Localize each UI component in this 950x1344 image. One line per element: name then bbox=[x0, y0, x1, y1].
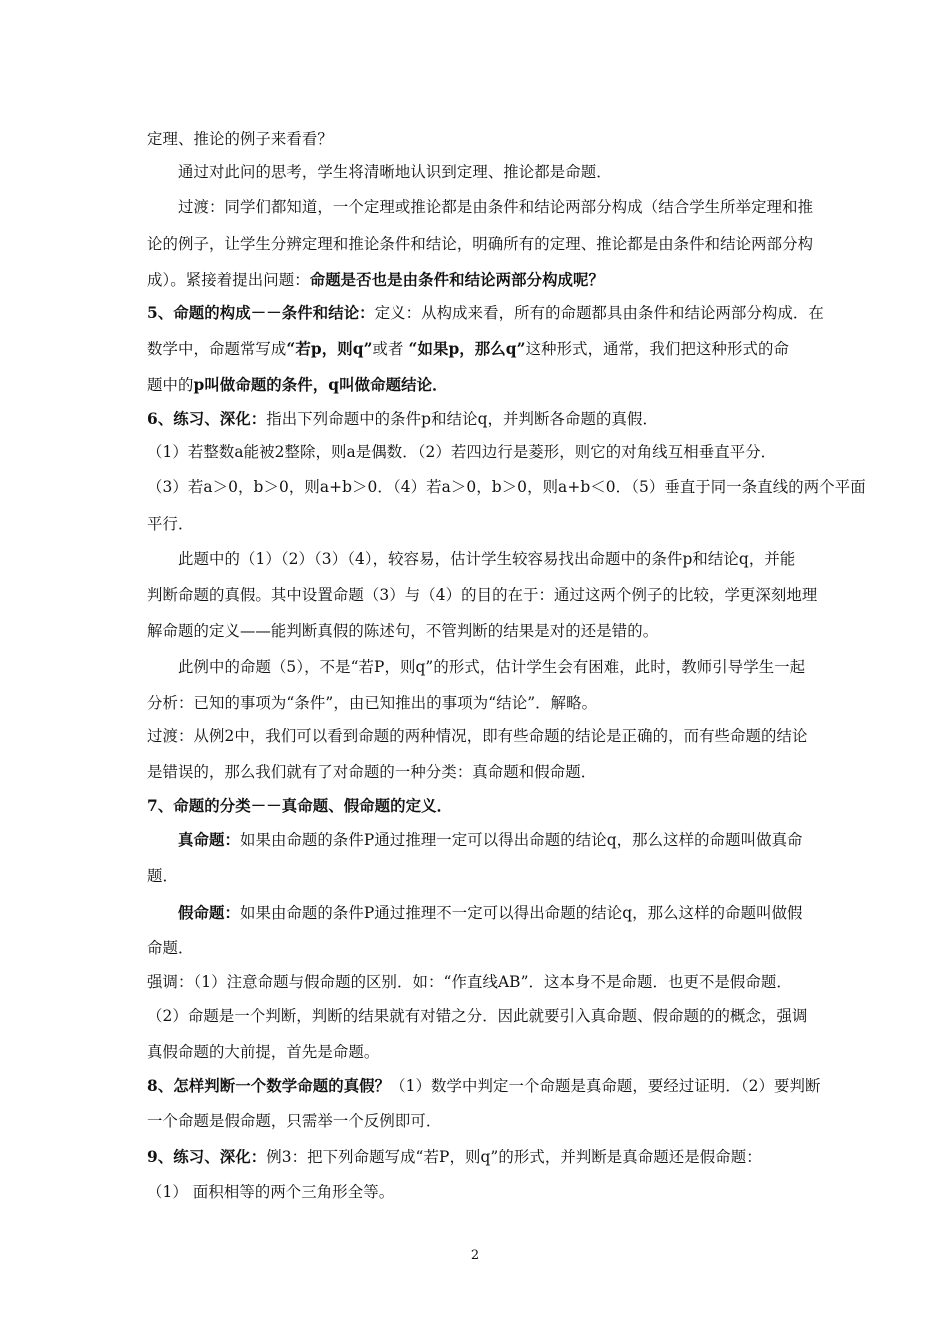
text-line bbox=[147, 1075, 850, 1097]
text-segment: （1）数学中判定一个命题是真命题，要经过证明．（2）要判断 bbox=[390, 1077, 821, 1095]
text-segment: （3）若a＞0，b＞0，则a+b＞0．（4）若a＞0，b＞0，则a+b＜0．（5）垂直于同一条直线的两个平面 bbox=[147, 478, 866, 496]
text-segment: （2）命题是一个判断，判断的结果就有对错之分．因此就要引入真命题、假命题的的概念，强调 bbox=[147, 1007, 808, 1025]
text-line bbox=[147, 1005, 850, 1027]
text-segment: 这种形式，通常，我们把这种形式的命 bbox=[525, 340, 789, 358]
text-segment: 如果由命题的条件P通过推理一定可以得出命题的结论q，那么这样的命题叫做真命 bbox=[239, 831, 803, 849]
text-segment: 命题． bbox=[147, 939, 194, 957]
text-line bbox=[147, 1181, 850, 1203]
text-segment: 此例中的命题（5），不是“若P，则q”的形式，估计学生会有困难，此时，教师引导学生一起 bbox=[178, 658, 806, 676]
text-line bbox=[178, 902, 850, 924]
text-line bbox=[147, 761, 850, 783]
text-line bbox=[147, 937, 850, 959]
text-line bbox=[147, 725, 850, 747]
text-line bbox=[147, 865, 850, 887]
text-segment: 解命题的定义——能判断真假的陈述句，不管判断的结果是对的还是错的。 bbox=[147, 622, 659, 640]
bold-text-segment: 5、命题的构成－－条件和结论： bbox=[147, 304, 375, 322]
text-segment: （1）若整数a能被2整除，则a是偶数．（2）若四边行是菱形，则它的对角线互相垂直平分． bbox=[147, 443, 777, 461]
text-segment: 或者 bbox=[372, 340, 409, 358]
text-line bbox=[147, 441, 850, 463]
bold-text-segment: 8、怎样判断一个数学命题的真假？ bbox=[147, 1077, 391, 1095]
bold-text-segment: 6、练习、深化： bbox=[147, 410, 267, 428]
text-segment: 真假命题的大前提，首先是命题。 bbox=[147, 1043, 380, 1061]
text-segment: 强调：（1）注意命题与假命题的区别．如：“作直线AB”．这本身不是命题．也更不是假命题． bbox=[147, 973, 792, 991]
text-segment: 题． bbox=[147, 867, 178, 885]
text-segment: 分析：已知的事项为“条件”，由已知推出的事项为“结论”．解略。 bbox=[147, 694, 598, 712]
text-segment: 平行． bbox=[147, 515, 194, 533]
text-line bbox=[147, 476, 866, 498]
text-segment: 论的例子，让学生分辨定理和推论条件和结论，明确所有的定理、推论都是由条件和结论两部分构 bbox=[147, 235, 814, 253]
text-line bbox=[178, 161, 850, 183]
text-segment: 如果由命题的条件P通过推理不一定可以得出命题的结论q，那么这样的命题叫做假 bbox=[239, 904, 803, 922]
text-line bbox=[147, 795, 850, 817]
bold-text-segment: 真命题： bbox=[178, 831, 240, 849]
text-segment: 通过对此问的思考，学生将清晰地认识到定理、推论都是命题． bbox=[178, 163, 612, 181]
text-line bbox=[147, 971, 850, 993]
text-line bbox=[178, 829, 850, 851]
bold-text-segment: 命题是否也是由条件和结论两部分构成呢？ bbox=[309, 271, 605, 289]
text-segment: 数学中，命题常写成 bbox=[147, 340, 287, 358]
text-line bbox=[147, 269, 850, 291]
text-line bbox=[178, 656, 850, 678]
text-segment: 定理、推论的例子来看看？ bbox=[147, 130, 333, 148]
text-line bbox=[147, 1110, 850, 1132]
text-line bbox=[178, 548, 850, 570]
text-segment: 例3：把下列命题写成“若P，则q”的形式，并判断是真命题还是假命题： bbox=[266, 1148, 762, 1166]
page-number: 2 bbox=[470, 1248, 480, 1263]
text-segment: 成）。紧接着提出问题： bbox=[147, 271, 310, 289]
text-segment: 指出下列命题中的条件p和结论q，并判断各命题的真假． bbox=[266, 410, 658, 428]
text-line bbox=[147, 338, 850, 360]
text-segment: 是错误的，那么我们就有了对命题的一种分类：真命题和假命题． bbox=[147, 763, 597, 781]
bold-text-segment: “若p，则q” bbox=[286, 340, 373, 358]
text-segment: 一个命题是假命题，只需举一个反例即可． bbox=[147, 1112, 442, 1130]
text-segment: 题中的 bbox=[147, 376, 194, 394]
text-line bbox=[147, 692, 850, 714]
text-segment: 此题中的（1）（2）（3）（4），较容易，估计学生较容易找出命题中的条件p和结论q，并能 bbox=[178, 550, 796, 568]
text-line bbox=[147, 1146, 850, 1168]
text-line bbox=[147, 620, 850, 642]
bold-text-segment: 假命题： bbox=[178, 904, 240, 922]
text-segment: 过渡：同学们都知道，一个定理或推论都是由条件和结论两部分构成（结合学生所举定理和推 bbox=[178, 198, 814, 216]
text-line bbox=[147, 513, 850, 535]
text-line bbox=[147, 128, 850, 150]
text-segment: 定义：从构成来看，所有的命题都具由条件和结论两部分构成．在 bbox=[374, 304, 824, 322]
text-line bbox=[147, 584, 850, 606]
text-line bbox=[178, 196, 850, 218]
bold-text-segment: 7、命题的分类－－真命题、假命题的定义． bbox=[147, 797, 453, 815]
text-line bbox=[147, 1041, 850, 1063]
text-line bbox=[147, 374, 850, 396]
text-segment: （1） 面积相等的两个三角形全等。 bbox=[147, 1183, 395, 1201]
bold-text-segment: 9、练习、深化： bbox=[147, 1148, 267, 1166]
text-line bbox=[147, 302, 850, 324]
text-line bbox=[147, 233, 850, 255]
bold-text-segment: “如果p，那么q” bbox=[408, 340, 526, 358]
text-segment: 判断命题的真假。其中设置命题（3）与（4）的目的在于：通过这两个例子的比较，学更深刻地理 bbox=[147, 586, 818, 604]
bold-text-segment: p叫做命题的条件，q叫做命题结论． bbox=[193, 376, 448, 394]
text-line bbox=[147, 408, 850, 430]
text-segment: 过渡：从例2中，我们可以看到命题的两种情况，即有些命题的结论是正确的，而有些命题的结论 bbox=[147, 727, 808, 745]
